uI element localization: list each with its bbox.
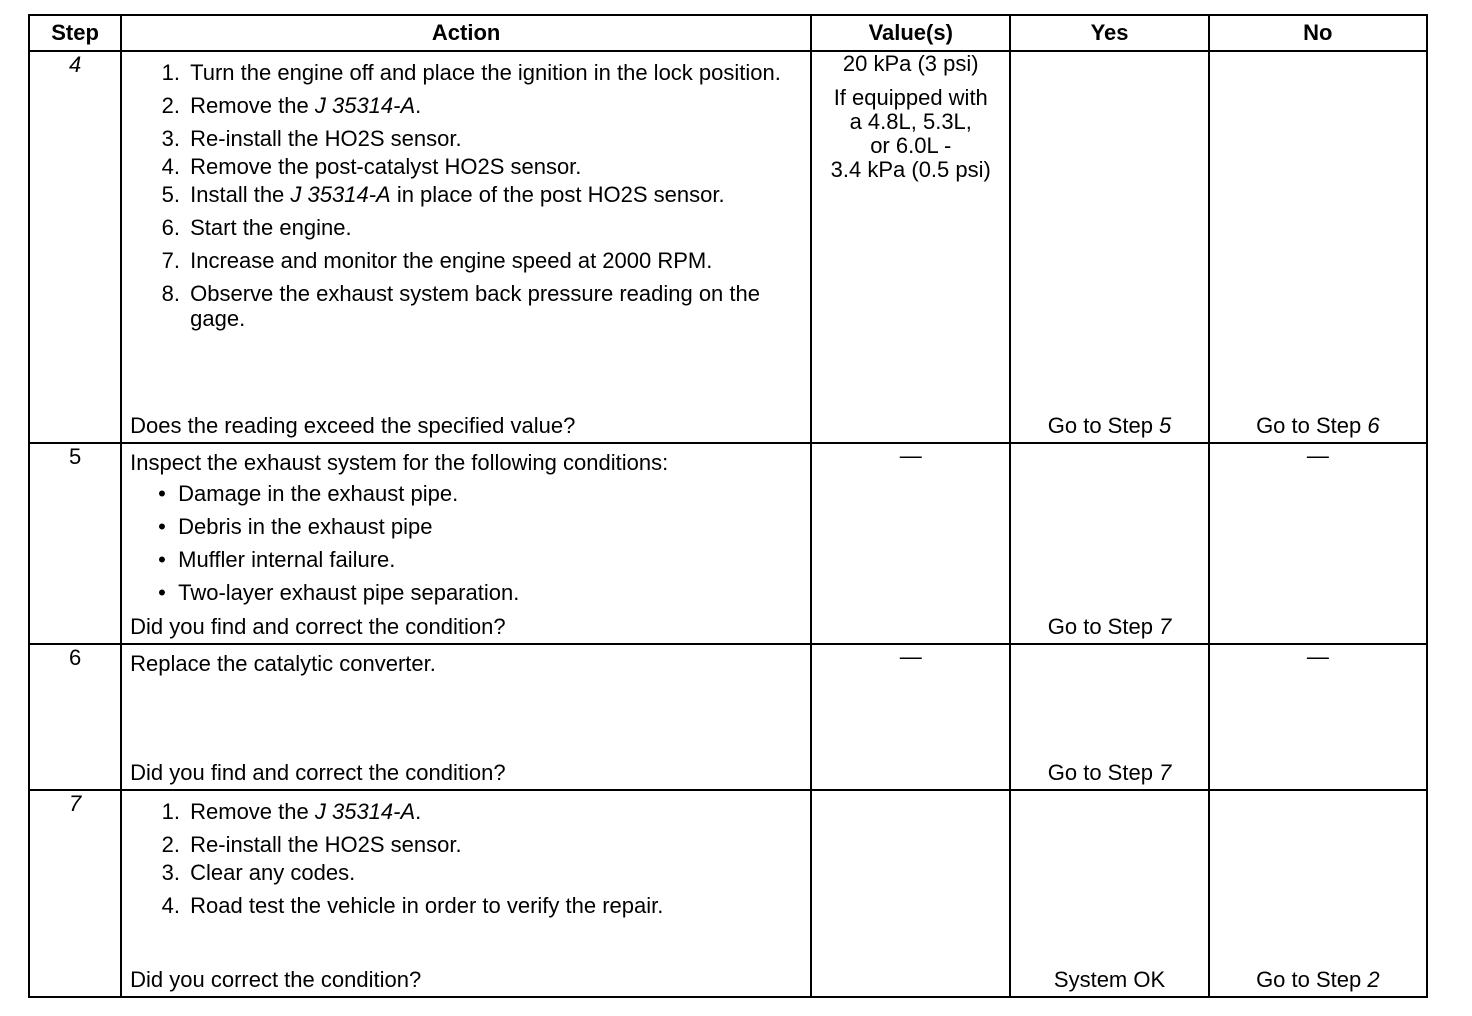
step-reference: 7 — [1159, 614, 1172, 639]
step-reference: 6 — [1367, 413, 1380, 438]
header-action: Action — [121, 15, 811, 51]
list-item: 2. Re-install the HO2S sensor. — [186, 832, 802, 857]
step-reference: 2 — [1367, 967, 1380, 992]
action-intro: Replace the catalytic converter. — [130, 651, 436, 676]
tool-reference: J 35314-A — [314, 799, 416, 824]
value-alt-line: If equipped with — [833, 85, 988, 110]
table-row-step-4 — [29, 51, 1427, 443]
yes-result: Go to Step 7 — [1047, 614, 1172, 639]
tool-reference: J 35314-A — [314, 93, 416, 118]
condition-list — [122, 481, 810, 605]
yes-cell — [1010, 644, 1208, 790]
step-reference: 7 — [1159, 760, 1172, 785]
no-result: Go to Step 6 — [1256, 413, 1380, 438]
yes-result: System OK — [1053, 967, 1166, 992]
header-row — [29, 15, 1427, 51]
list-item: 3. Clear any codes. — [186, 860, 802, 885]
action-steps — [122, 791, 810, 918]
table-row-step-7 — [29, 790, 1427, 997]
no-cell — [1209, 51, 1427, 443]
step-question: Did you find and correct the condition? — [130, 760, 506, 785]
list-item: 3. Re-install the HO2S sensor. — [186, 126, 802, 151]
list-item: 2. Remove the J 35314-A. — [186, 93, 802, 118]
step-question: Did you correct the condition? — [130, 967, 422, 992]
step-reference: 5 — [1159, 413, 1172, 438]
list-item: • Damage in the exhaust pipe. — [178, 481, 802, 506]
list-item: 7. Increase and monitor the engine speed at 2000 RPM. — [186, 248, 802, 273]
list-item: 5. Install the J 35314-A in place of the post HO2S sensor. — [186, 182, 802, 207]
value-cell — [811, 790, 1010, 997]
no-result: Go to Step 2 — [1256, 967, 1380, 992]
list-item: 6. Start the engine. — [186, 215, 802, 240]
step-number: 4 — [29, 51, 121, 443]
no-cell: — — [1209, 443, 1427, 644]
list-item: 1. Remove the J 35314-A. — [186, 799, 802, 824]
list-item: • Muffler internal failure. — [178, 547, 802, 572]
yes-result: Go to Step 5 — [1047, 413, 1172, 438]
step-question: Did you find and correct the condition? — [130, 614, 506, 639]
no-cell: — — [1209, 644, 1427, 790]
header-step: Step — [29, 15, 121, 51]
list-item: 4. Road test the vehicle in order to verify the repair. — [186, 893, 802, 918]
no-cell — [1209, 790, 1427, 997]
list-item: 4. Remove the post-catalyst HO2S sensor. — [186, 154, 802, 179]
yes-result: Go to Step 7 — [1047, 760, 1172, 785]
value-alt-line: a 4.8L, 5.3L, — [849, 109, 972, 134]
yes-cell — [1010, 790, 1208, 997]
value-main: 20 kPa (3 psi) — [842, 51, 979, 76]
list-item: • Two-layer exhaust pipe separation. — [178, 580, 802, 605]
action-intro: Inspect the exhaust system for the following conditions: — [130, 450, 669, 475]
list-item: 8. Observe the exhaust system back pressure reading on the gage. — [186, 281, 802, 331]
step-question: Does the reading exceed the specified value? — [130, 413, 576, 438]
value-cell: — — [811, 443, 1010, 644]
action-cell — [121, 644, 811, 790]
action-steps — [122, 52, 810, 331]
header-values: Value(s) — [811, 15, 1010, 51]
header-yes: Yes — [1010, 15, 1208, 51]
action-cell — [121, 790, 811, 997]
step-number: 5 — [29, 443, 121, 644]
value-cell — [811, 51, 1010, 443]
value-cell: — — [811, 644, 1010, 790]
tool-reference: J 35314-A — [290, 182, 391, 207]
list-item: • Debris in the exhaust pipe — [178, 514, 802, 539]
action-cell — [121, 443, 811, 644]
table-row-step-5 — [29, 443, 1427, 644]
diagnostic-table — [28, 14, 1428, 998]
yes-cell — [1010, 51, 1208, 443]
header-no: No — [1209, 15, 1427, 51]
step-number: 7 — [29, 790, 121, 997]
yes-cell — [1010, 443, 1208, 644]
table-row-step-6 — [29, 644, 1427, 790]
list-item: 1. Turn the engine off and place the ignition in the lock position. — [186, 60, 802, 85]
value-alt-line: 3.4 kPa (0.5 psi) — [830, 157, 991, 182]
step-number: 6 — [29, 644, 121, 790]
action-cell — [121, 51, 811, 443]
value-alt-line: or 6.0L - — [870, 133, 952, 158]
